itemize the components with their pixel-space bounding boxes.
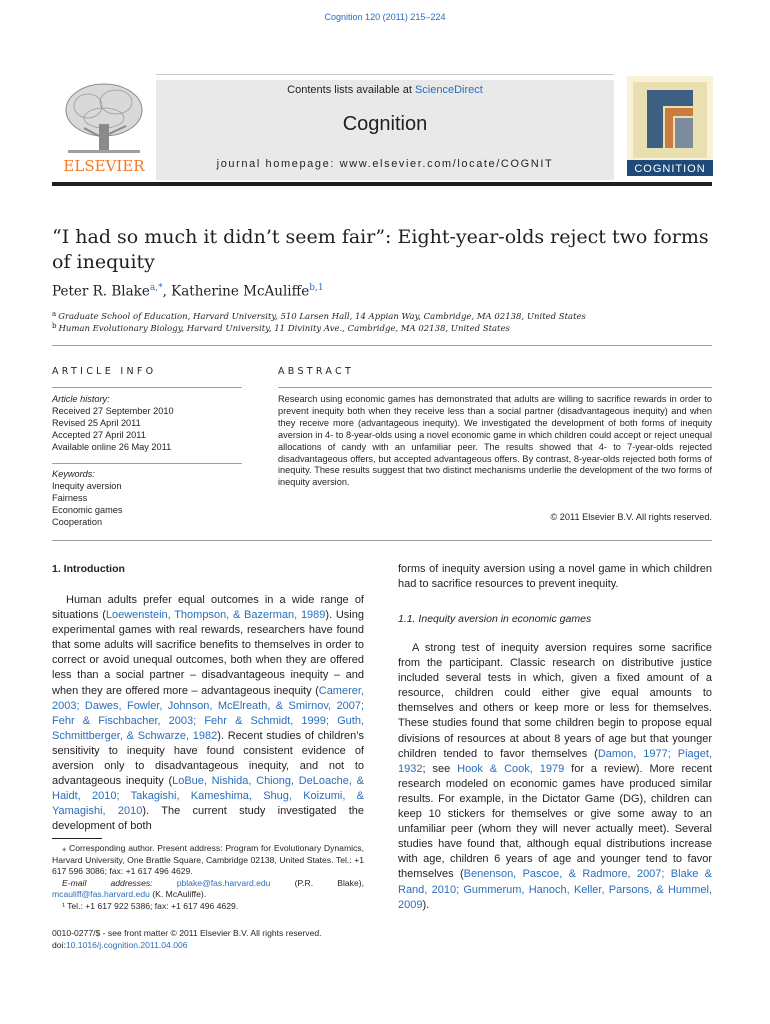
homepage-link[interactable]: www.elsevier.com/locate/COGNIT xyxy=(339,158,554,170)
abstract-heading: ABSTRACT xyxy=(278,366,355,377)
author-affiliation-marks[interactable]: b,1 xyxy=(309,283,324,293)
journal-homepage xyxy=(156,158,614,170)
abstract-text: Research using economic games has demonstrated that adults are willing to sacrifice rewards in order to prevent inequity both when they receive less than a social partner (disadvantageous inequity) and when they receive more (advantageous inequity). We investigated the development of both forms of inequity aversion in 4- to 8-year-olds using a novel economic game in which children could accept or reject unequal allocations of candy with an unfamiliar peer. The results showed that 4- to 7-year-olds rejected disadvantageous offers, but accepted advantageous offers. By contrast, 8-year-olds rejected both forms of inequity. These results suggest that two distinct mechanisms underlie the development of the two forms of inequity aversion. xyxy=(278,394,712,488)
author-name[interactable]: Katherine McAuliffe xyxy=(171,283,310,300)
elsevier-tree-icon xyxy=(54,76,154,176)
paragraph-text: Human adults prefer equal outcomes in a wide range of situations ( xyxy=(52,594,364,622)
section-heading-introduction: 1. Introduction xyxy=(52,563,125,575)
front-matter-line: 0010-0277/$ - see front matter © 2011 Elsevier B.V. All rights reserved. xyxy=(52,928,322,938)
doi-line xyxy=(52,940,364,952)
corresponding-author-note: ⁎ Corresponding author. Present address: Program for Evolutionary Dynamics, Harvard University, One Brattle Square, Cambridge 02138, United States. Tel.: +1 617 596 3086; fax: +1 617 496 4629. xyxy=(52,843,364,877)
keyword: Economic games xyxy=(52,505,123,515)
paragraph-text: ). The current study investigated the development of both xyxy=(52,805,364,833)
paragraph-text: ). Recent studies of children’s sensitivity to inequity have found consistent evidence of aversion only to disadvantageous inequity, and not to advantageous inequity ( xyxy=(52,729,365,788)
affiliation-a xyxy=(52,310,586,322)
keywords-label: Keywords: xyxy=(52,469,95,479)
affiliation-mark: b xyxy=(52,322,57,330)
paragraph-text: ). Using experimental games with real rewards, researchers have found that some adults will sacrifice benefits to themselves in order to correct or avoid unequal outcomes, both when they are offered less than a social partner – disadvantageous inequity – and when they are offered more – advantageous inequity ( xyxy=(52,609,364,697)
history-online: Available online 26 May 2011 xyxy=(52,442,172,452)
intro-paragraph-1 xyxy=(52,593,364,835)
header-bottom-rule xyxy=(52,182,712,186)
author-line xyxy=(52,283,324,300)
affiliation-text: Graduate School of Education, Harvard University, 510 Larsen Hall, 14 Appian Way, Cambridge, MA 02138, United States xyxy=(58,312,586,322)
footnote-rule xyxy=(52,838,102,839)
divider xyxy=(52,387,242,388)
affiliation-mark: a xyxy=(52,310,57,318)
divider xyxy=(52,540,712,541)
citation-link[interactable]: Damon, 1977; Piaget, 1932 xyxy=(398,747,713,775)
doi-link[interactable]: 10.1016/j.cognition.2011.04.006 xyxy=(65,939,188,950)
journal-reference[interactable]: Cognition 120 (2011) 215–224 xyxy=(324,12,446,22)
citation-link[interactable]: LoBue, Nishida, Chiong, DeLoache, & Haidt, 2010; Takagishi, Kameshima, Shug, Koizumi, & Yamagishi, 2010 xyxy=(52,775,364,818)
subsection-paragraph-1 xyxy=(398,641,712,913)
article-info-heading: ARTICLE INFO xyxy=(52,366,157,377)
article-title: “I had so much it didn’t seem fair”: Eight-year-olds reject two forms of inequity xyxy=(52,226,709,273)
footnotes xyxy=(52,843,364,913)
keyword: Fairness xyxy=(52,493,88,503)
journal-name: Cognition xyxy=(342,113,428,135)
keywords-list xyxy=(52,468,242,528)
citation-link[interactable]: Camerer, 2003; Dawes, Fowler, Johnson, McElreath, & Smirnov, 2007; Fehr & Fischbacher, 2003; Fehr & Schmidt, 1999; Guth, Schmittberger, & Schwarze, 1982 xyxy=(52,684,364,742)
history-label: Article history: xyxy=(52,394,110,404)
front-matter xyxy=(52,928,364,951)
email-note xyxy=(52,878,364,901)
journal-cover-logo[interactable] xyxy=(627,76,713,176)
homepage-prefix: journal homepage: xyxy=(216,158,340,170)
citation-link[interactable]: Benenson, Pascoe, & Radmore, 2007; Blake & Rand, 2010; Gummerum, Hanoch, Keller, Parsons, & Hummel, 2009 xyxy=(398,868,712,911)
paragraph-text: for a review). More recent research modeled on economic games have produced similar results. For example, in the Dictator Game (DG), children can keep 10 stickers for themselves or give some away to an unfamiliar peer (whom they will never actually meet). Several studies have found that, although equal distributions increase with age, children 6 years of age and younger tend to favor themselves ( xyxy=(398,762,713,881)
affiliation-b xyxy=(52,322,510,334)
elsevier-logo[interactable] xyxy=(54,76,154,176)
doi-label: doi: xyxy=(52,939,66,950)
author-separator: , xyxy=(162,283,172,300)
paragraph-text: ). xyxy=(422,898,430,911)
history-revised: Revised 25 April 2011 xyxy=(52,418,141,428)
citation-link[interactable]: Hook & Cook, 1979 xyxy=(457,762,565,775)
contents-line xyxy=(156,84,614,96)
email-link[interactable]: mcauliff@fas.harvard.edu xyxy=(52,889,150,900)
author-affiliation-marks[interactable]: a,* xyxy=(149,283,163,293)
divider xyxy=(52,345,712,346)
article-history xyxy=(52,393,242,453)
email-owner: (P.R. Blake), xyxy=(294,877,364,888)
email-label: E-mail addresses: xyxy=(62,877,153,888)
subsection-heading: 1.1. Inequity aversion in economic games xyxy=(398,613,592,625)
elsevier-wordmark: ELSEVIER xyxy=(63,157,145,175)
header-top-rule xyxy=(156,74,614,75)
keyword: Cooperation xyxy=(52,517,103,527)
paragraph-text: ; see xyxy=(422,762,458,775)
history-received: Received 27 September 2010 xyxy=(52,406,174,416)
cover-graphic-icon xyxy=(627,76,713,176)
affiliation-text: Human Evolutionary Biology, Harvard University, 11 Divinity Ave., Cambridge, MA 02138, United States xyxy=(58,324,510,334)
citation-link[interactable]: Loewenstein, Thompson, & Bazerman, 1989 xyxy=(105,609,326,622)
sciencedirect-link[interactable]: ScienceDirect xyxy=(414,84,483,96)
author-name[interactable]: Peter R. Blake xyxy=(52,283,150,300)
abstract-copyright: © 2011 Elsevier B.V. All rights reserved. xyxy=(550,512,712,522)
cover-wordmark: COGNITION xyxy=(634,163,706,175)
intro-paragraph-1-continued: forms of inequity aversion using a novel game in which children had to sacrifice resources to prevent inequity. xyxy=(398,563,712,591)
footnote-1: ¹ Tel.: +1 617 922 5386; fax: +1 617 496 4629. xyxy=(62,900,239,911)
contents-prefix: Contents lists available at xyxy=(287,84,415,96)
email-link[interactable]: pblake@fas.harvard.edu xyxy=(176,877,271,888)
divider xyxy=(52,463,242,464)
divider xyxy=(278,387,712,388)
paragraph-text: A strong test of inequity aversion requires some sacrifice from the participant. Classic research on distributive justice included several tests in which, given a fixed amount of a resource, children could either give equal amounts to themselves and others or keep more or less for themselves. These studies found that some children begin to propose equal divisions of resources at about 8 years of age but that younger children tended to favor themselves ( xyxy=(398,642,712,760)
history-accepted: Accepted 27 April 2011 xyxy=(52,430,146,440)
email-owner: (K. McAuliffe). xyxy=(152,889,207,900)
keyword: Inequity aversion xyxy=(52,481,122,491)
